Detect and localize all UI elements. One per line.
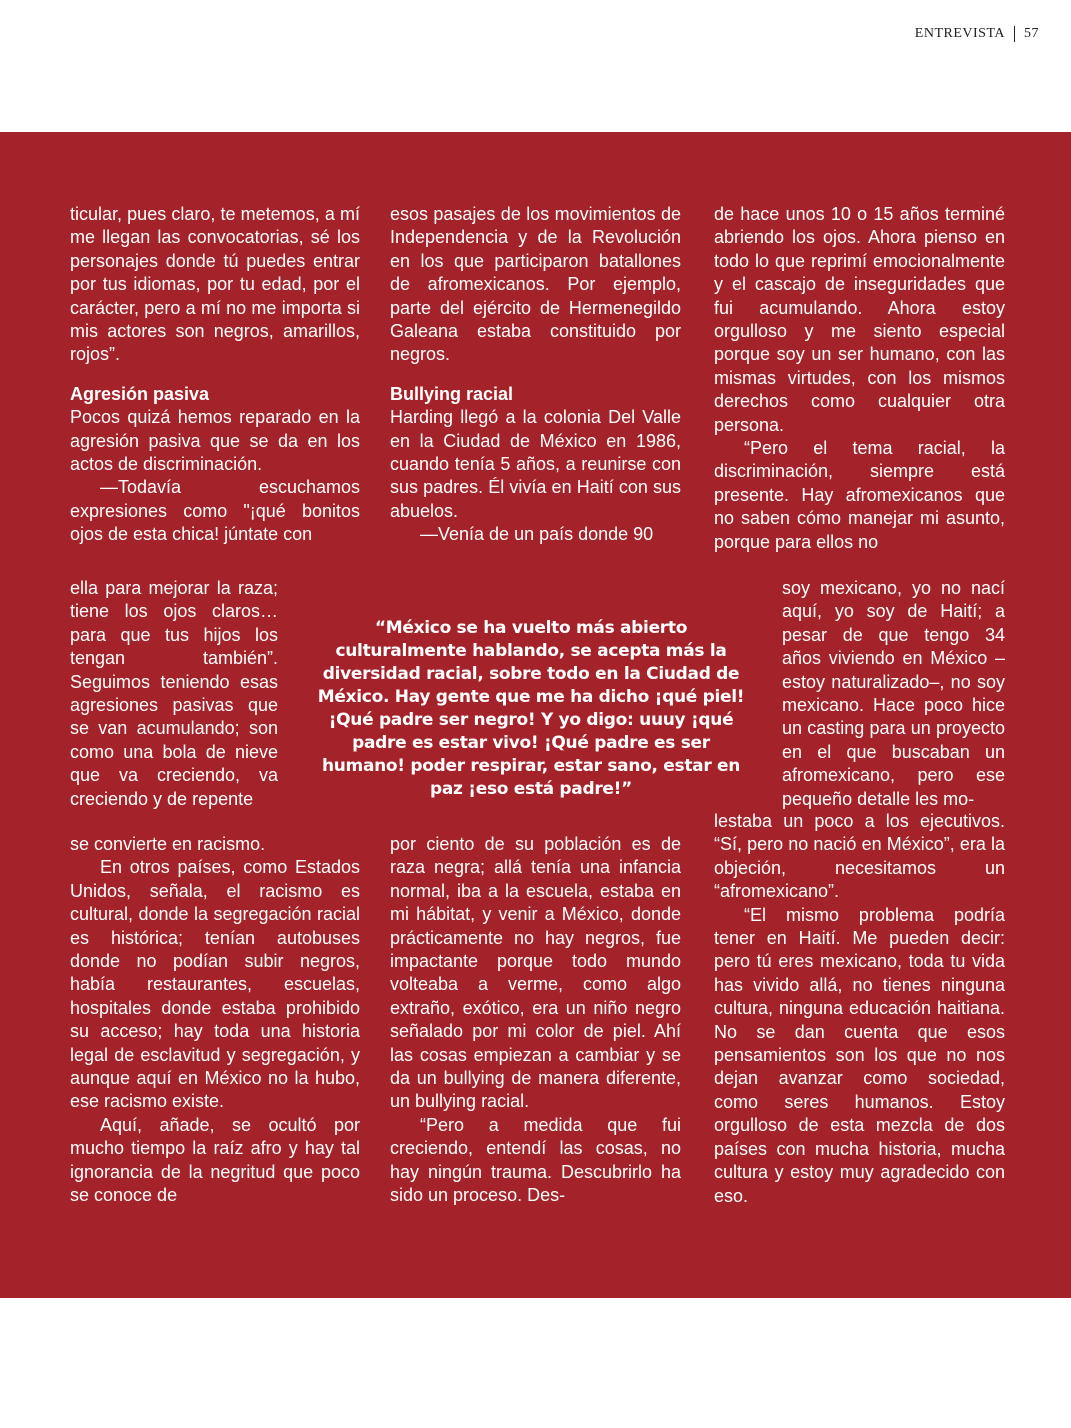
subheading-agresion-pasiva: Agresión pasiva <box>70 383 210 404</box>
paragraph: ella para mejorar la raza; tiene los ojos claros… para que tus hijos los tengan también”. Seguimos teniendo esas agresiones pasivas que se van acumulando; son como una bola de nieve que va creciendo, va creciendo y de repente <box>70 578 278 809</box>
pull-quote: “México se ha vuelto más abierto culturalmente hablando, se acepta más la diversidad racial, sobre todo en la Ciudad de México. Hay gente que me ha dicho ¡qué piel! ¡Qué padre ser negro! Y yo digo: uuuy ¡qué padre es estar vivo! ¡Qué padre es ser humano! poder respirar, estar sano, estar en paz ¡eso está padre!” <box>317 618 745 799</box>
paragraph: se convierte en racismo. <box>70 834 266 854</box>
paragraph: “Pero a medida que fui creciendo, entendí las cosas, no hay ningún trauma. Descubrirlo ha sido un proceso. Des- <box>390 1114 681 1206</box>
article-column-3-bottom <box>714 810 1005 1208</box>
article-column-1-bottom <box>70 833 360 1208</box>
paragraph: soy mexicano, yo no nací aquí, yo soy de Haití; a pesar de que tengo 34 años viviendo en México –estoy naturalizado–, no soy mexicano. Hace poco hice un casting para un proyecto en el que buscaban un afromexicano, pero ese pequeño detalle les mo- <box>782 578 1005 809</box>
paragraph: Harding llegó a la colonia Del Valle en la Ciudad de México en 1986, cuando tenía 5 años, a reunirse con sus padres. Él vivía en Haití con sus abuelos. <box>390 407 681 521</box>
paragraph: lestaba un poco a los ejecutivos. “Sí, pero no nació en México”, era la objeción, necesitamos un “afromexicano”. <box>714 811 1005 902</box>
article-column-3 <box>714 203 1005 554</box>
paragraph: por ciento de su población es de raza negra; allá tenía una infancia normal, iba a la escuela, estaba en mi hábitat, y venir a México, donde prácticamente no hay negros, fue impactante porque todo mundo volteaba a verme, como algo extraño, exótico, era un niño negro señalado por mi color de piel. Ahí las cosas empiezan a cambiar y se da un bullying de manera diferente, un bullying racial. <box>390 834 681 1112</box>
paragraph: —Venía de un país donde 90 <box>420 524 654 545</box>
section-label: ENTREVISTA <box>914 26 1005 41</box>
paragraph: esos pasajes de los movimientos de Independencia y de la Revolución en los que participaron batallones de afromexicanos. Por ejemplo, parte del ejército de Hermenegildo Galeana estaba constituido por negros. <box>390 204 681 365</box>
header-divider <box>1014 26 1015 42</box>
paragraph: Aquí, añade, se ocultó por mucho tiempo la raíz afro y hay tal ignorancia de la negritud que poco se conoce de <box>70 1114 360 1206</box>
paragraph: ticular, pues claro, te metemos, a mí me llegan las convocatorias, sé los personajes donde tú puedes entrar por tus idiomas, por tu edad, por el carácter, pero a mí no me importa si mis actores son negros, amarillos, rojos”. <box>70 204 360 365</box>
paragraph: “Pero el tema racial, la discriminación, siempre está presente. Hay afromexicanos que no saben cómo manejar mi asunto, porque para ellos no <box>714 438 1005 552</box>
paragraph: En otros países, como Estados Unidos, señala, el racismo es cultural, donde la segregación racial es histórica; tenían autobuses donde no podían subir negros, había restaurantes, escuelas, hospitales donde estaba prohibido su acceso; hay toda una historia legal de esclavitud y segregación, y aunque aquí en México no la hubo, ese racismo existe. <box>70 857 360 1112</box>
page-header <box>915 26 1039 42</box>
article-column-3-wrap <box>782 577 1005 811</box>
article-column-2-bottom <box>390 833 681 1208</box>
article-column-1-wrap <box>70 577 278 811</box>
subheading-bullying-racial: Bullying racial <box>390 383 514 404</box>
article-column-2 <box>390 203 681 547</box>
paragraph: Pocos quizá hemos reparado en la agresión pasiva que se da en los actos de discriminación. <box>70 407 360 475</box>
paragraph: —Todavía escuchamos expresiones como "¡qué bonitos ojos de esta chica! júntate con <box>70 477 360 545</box>
article-column-1 <box>70 203 360 547</box>
paragraph: de hace unos 10 o 15 años terminé abriendo los ojos. Ahora pienso en todo lo que reprimí emocionalmente y el cascajo de inseguridades que fui acumulando. Ahora estoy orgulloso y me siento especial porque soy un ser humano, con las mismas virtudes, con los mismos derechos como cualquier otra persona. <box>714 204 1005 435</box>
paragraph: “El mismo problema podría tener en Haití. Me pueden decir: pero tú eres mexicano, toda tu vida has vivido allá, no tienes ninguna cultura, ninguna educación haitiana. No se dan cuenta que esos pensamientos son los que no nos dejan avanzar como sociedad, como seres humanos. Estoy orgulloso de esta mezcla de dos países con mucha historia, mucha cultura y estoy muy agradecido con eso. <box>714 904 1005 1206</box>
page-number: 57 <box>1024 26 1039 41</box>
